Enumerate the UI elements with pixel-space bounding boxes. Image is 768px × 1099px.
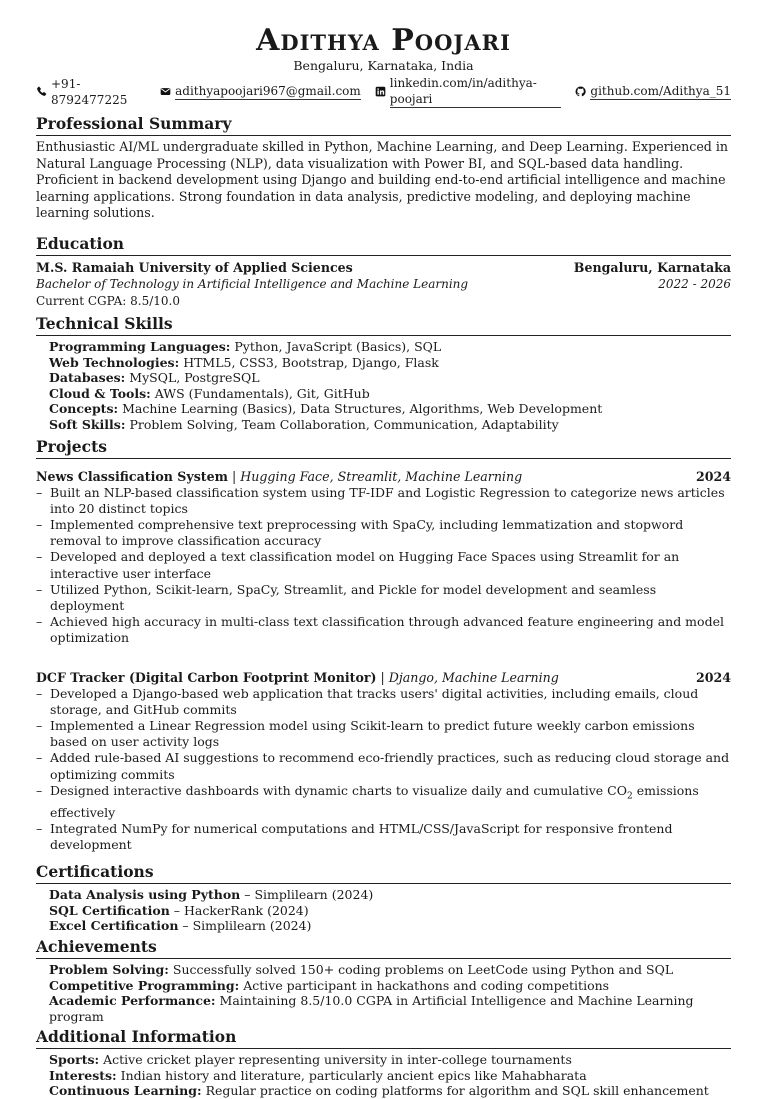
skill-line (49, 401, 731, 417)
additional-section (36, 1028, 731, 1099)
project-header (36, 469, 731, 485)
skill-label: Concepts: (49, 401, 119, 417)
summary-text: Enthusiastic AI/ML undergraduate skilled in Python, Machine Learning, and Deep Learning. Experienced in Natural Language Processing (NLP), data visualization with Power BI, and SQL-based data handling. Proficient in backend development using Django and building end-to-end artificial intelligence and machine learning applications. Strong foundation in data analysis, predictive modeling, and deploying machine learning solutions. (36, 139, 728, 220)
additional-label: Continuous Learning: (49, 1083, 202, 1099)
skills-list (36, 339, 731, 433)
degree-dates: 2022 - 2026 (658, 277, 731, 291)
cert-name: SQL Certification (49, 902, 170, 918)
linkedin-icon (375, 86, 386, 97)
skill-line (49, 355, 731, 371)
github-icon (575, 86, 586, 97)
skill-label: Soft Skills: (49, 416, 126, 432)
degree-name: Bachelor of Technology in Artificial Intelligence and Machine Learning (36, 277, 469, 291)
skills-heading: Technical Skills (36, 315, 731, 336)
skill-value: Problem Solving, Team Collaboration, Communication, Adaptability (129, 416, 559, 432)
cert-line (49, 918, 731, 934)
cgpa-text: Current CGPA: 8.5/10.0 (36, 293, 180, 308)
skills-section (36, 315, 731, 433)
bullet-text-suffix: emissions effectively (50, 782, 699, 820)
institution-location: Bengaluru, Karnataka (573, 259, 731, 275)
list-item: – Implemented a Linear Regression model using Scikit-learn to predict future weekly carbon emissions based on user activity logs (36, 718, 731, 750)
achievement-line (49, 978, 731, 994)
projects-section (36, 438, 731, 854)
education-section (36, 235, 731, 310)
achievement-label: Competitive Programming: (49, 977, 240, 993)
header-location: Bengaluru, Karnataka, India (293, 58, 474, 73)
skill-line (49, 386, 731, 402)
skill-line (49, 370, 731, 386)
additional-label: Interests: (49, 1067, 117, 1083)
project-news-classification (36, 469, 731, 647)
additional-line (49, 1083, 731, 1099)
achievement-label: Academic Performance: (49, 993, 216, 1009)
cert-line (49, 887, 731, 903)
envelope-icon (160, 86, 171, 97)
phone-text: +91-8792477225 (51, 76, 128, 107)
project-header (36, 670, 731, 686)
project-separator: | (380, 669, 385, 685)
resume-name: Adithya Poojari (256, 23, 511, 58)
list-item: – Built an NLP-based classification system using TF-IDF and Logistic Regression to categorize news articles into 20 distinct topics (36, 485, 731, 517)
project-tech: Hugging Face, Streamlit, Machine Learning (240, 468, 523, 484)
contact-bar (36, 75, 731, 108)
additional-value: Regular practice on coding platforms for algorithm and SQL skill enhancement (205, 1083, 709, 1099)
phone-icon (36, 86, 47, 97)
skill-line (49, 417, 731, 433)
achievement-value: Maintaining 8.5/10.0 CGPA in Artificial Intelligence and Machine Learning program (49, 993, 694, 1024)
project-dcf-tracker (36, 670, 731, 854)
cert-issuer: – Simplilearn (2024) (178, 918, 312, 934)
achievement-value: Successfully solved 150+ coding problems on LeetCode using Python and SQL (172, 961, 674, 977)
skill-value: AWS (Fundamentals), Git, GitHub (154, 385, 370, 401)
list-item: – Implemented comprehensive text preprocessing with SpaCy, including lemmatization and stopword removal to improve classification accuracy (36, 517, 731, 549)
cert-line (49, 903, 731, 919)
list-item: – Developed and deployed a text classification model on Hugging Face Spaces using Streamlit for an interactive user interface (36, 549, 731, 581)
contact-phone[interactable] (36, 75, 146, 108)
skill-value: MySQL, PostgreSQL (129, 370, 260, 386)
cert-name: Excel Certification (49, 918, 179, 934)
bullet-text: Designed interactive dashboards with dynamic charts to visualize daily and cumulative CO (50, 782, 627, 798)
project-bullets (36, 485, 731, 647)
skill-value: Machine Learning (Basics), Data Structures, Algorithms, Web Development (122, 401, 603, 417)
list-item: – Utilized Python, Scikit-learn, SpaCy, Streamlit, and Pickle for model development and seamless deployment (36, 582, 731, 614)
education-row (36, 260, 731, 277)
additional-heading: Additional Information (36, 1028, 731, 1049)
skill-label: Databases: (49, 370, 126, 386)
project-name: News Classification System (36, 468, 228, 484)
co2-subscript: 2 (626, 791, 633, 802)
skill-label: Cloud & Tools: (49, 385, 151, 401)
additional-line (49, 1068, 731, 1084)
achievements-heading: Achievements (36, 938, 731, 959)
additional-list (36, 1052, 731, 1099)
additional-value: Active cricket player representing university in inter-college tournaments (103, 1052, 572, 1068)
github-link[interactable]: github.com/Adithya_51 (590, 84, 731, 98)
project-year: 2024 (695, 669, 731, 685)
contact-github[interactable] (575, 75, 731, 108)
achievements-section (36, 938, 731, 1024)
skill-label: Programming Languages: (49, 339, 231, 354)
list-item: – Achieved high accuracy in multi-class text classification through advanced feature engineering and model optimization (36, 614, 731, 646)
projects-heading: Projects (36, 438, 731, 459)
email-link[interactable]: adithyapoojari967@gmail.com (175, 84, 361, 98)
cert-name: Data Analysis using Python (49, 887, 241, 903)
additional-value: Indian history and literature, particularly ancient epics like Mahabharata (120, 1067, 587, 1083)
degree-row (36, 276, 731, 293)
summary-heading: Professional Summary (36, 115, 731, 136)
contact-email[interactable] (160, 75, 361, 108)
linkedin-link[interactable]: linkedin.com/in/adithya-poojari (390, 75, 562, 108)
project-tech: Django, Machine Learning (388, 669, 559, 685)
achievements-list (36, 962, 731, 1024)
summary-section (36, 115, 731, 222)
achievement-line (49, 962, 731, 978)
skill-label: Web Technologies: (49, 354, 180, 370)
project-bullets (36, 686, 731, 854)
skill-value: HTML5, CSS3, Bootstrap, Django, Flask (183, 354, 439, 370)
education-heading: Education (36, 235, 731, 256)
project-year: 2024 (695, 468, 731, 484)
institution-name: M.S. Ramaiah University of Applied Sciences (36, 259, 353, 275)
achievement-label: Problem Solving: (49, 961, 169, 977)
additional-line (49, 1052, 731, 1068)
certifications-list (36, 887, 731, 934)
skill-line (49, 339, 731, 355)
list-item (36, 783, 731, 821)
list-item: – Added rule-based AI suggestions to recommend eco-friendly practices, such as reducing cloud storage and optimizing commits (36, 750, 731, 782)
certifications-section (36, 863, 731, 934)
cert-issuer: – HackerRank (2024) (169, 902, 309, 918)
certifications-heading: Certifications (36, 863, 731, 884)
achievement-line (49, 993, 731, 1024)
project-name: DCF Tracker (Digital Carbon Footprint Monitor) (36, 669, 377, 685)
list-item: – Developed a Django-based web application that tracks users' digital activities, including emails, cloud storage, and GitHub commits (36, 686, 731, 718)
resume-page (36, 24, 731, 1099)
contact-linkedin[interactable] (375, 75, 562, 108)
cert-issuer: – Simplilearn (2024) (240, 887, 374, 903)
achievement-value: Active participant in hackathons and coding competitions (243, 977, 610, 993)
skill-value: Python, JavaScript (Basics), SQL (234, 339, 442, 354)
list-item: – Integrated NumPy for numerical computations and HTML/CSS/JavaScript for responsive frontend development (36, 821, 731, 853)
additional-label: Sports: (49, 1052, 100, 1068)
project-separator: | (231, 468, 237, 484)
